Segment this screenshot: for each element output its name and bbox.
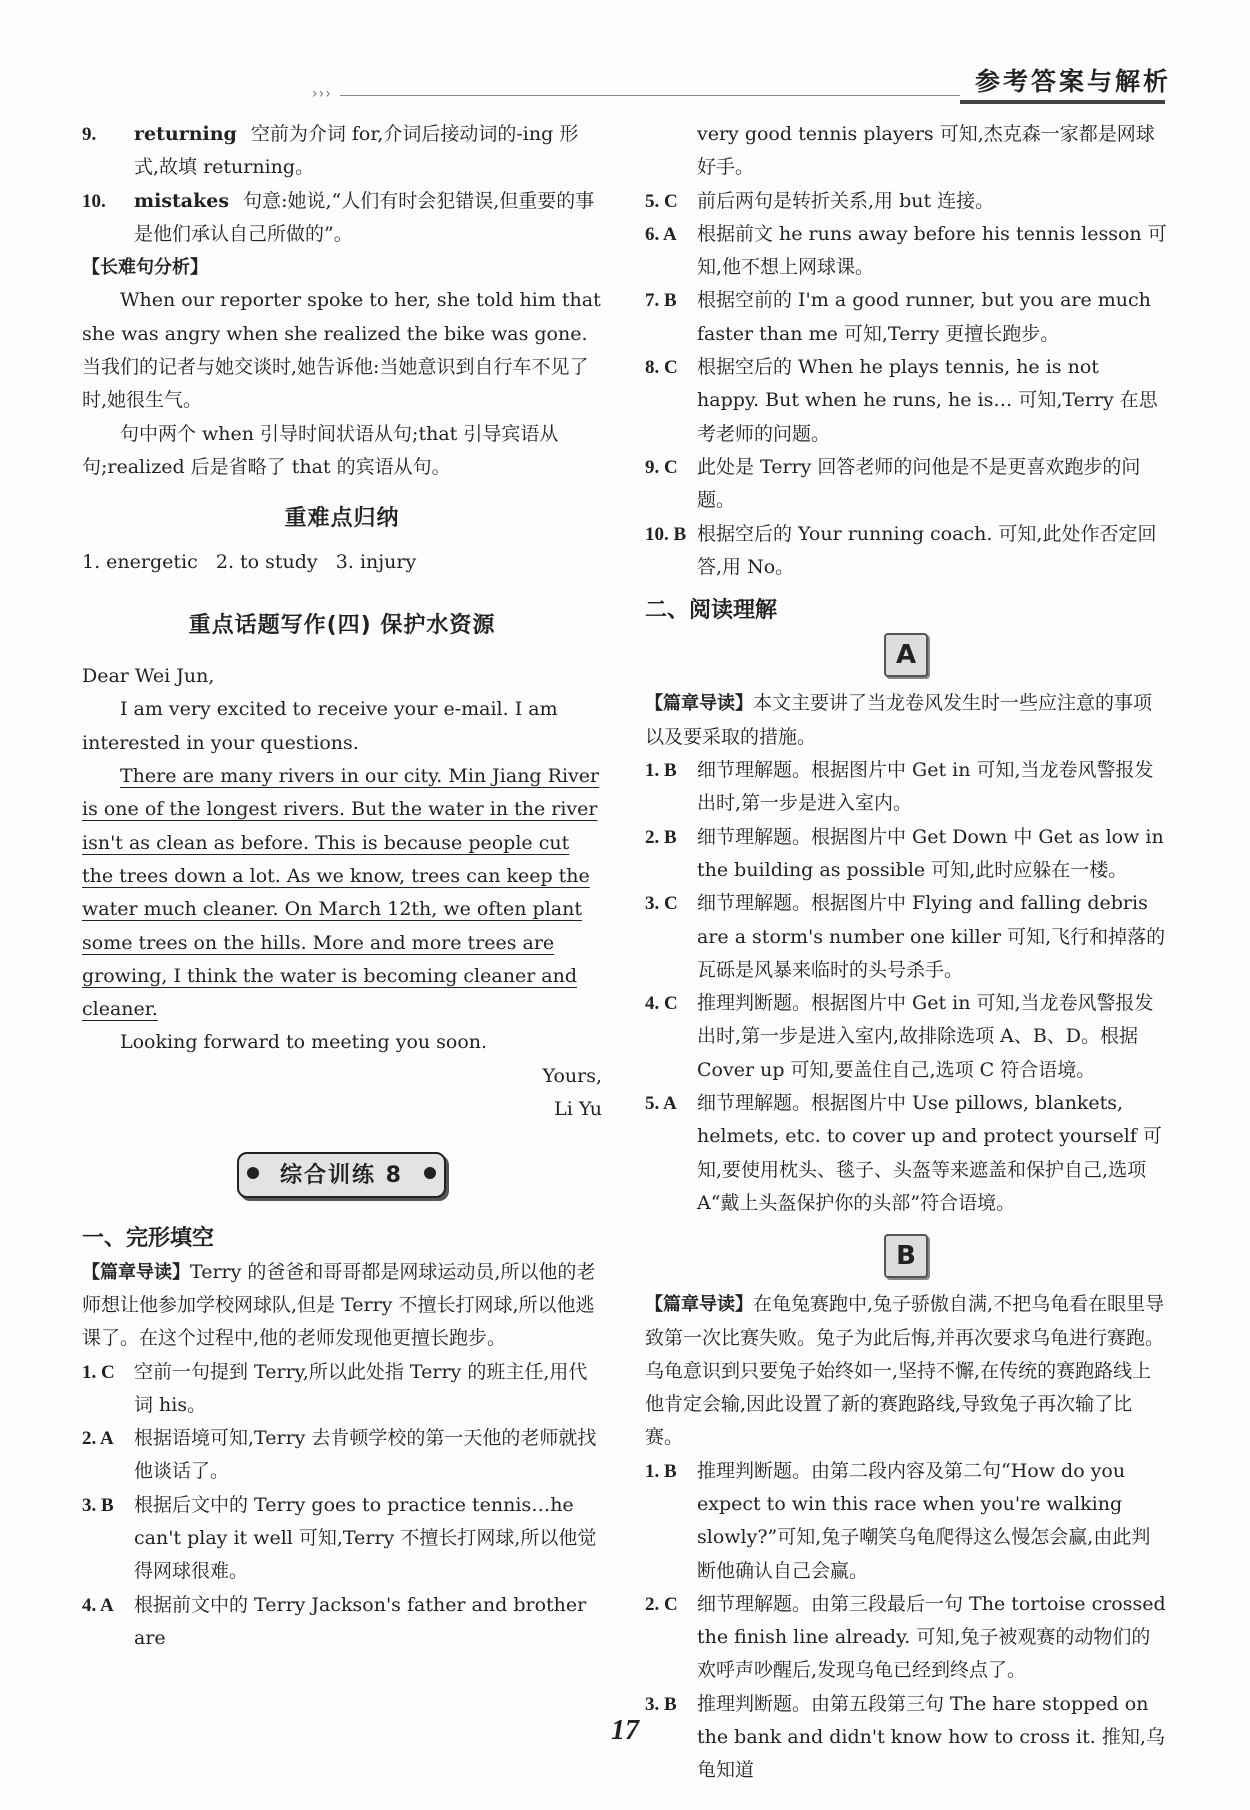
right-column — [645, 118, 1167, 1788]
answer-explanation: 推理判断题。由第二段内容及第二句“How do you expect to win this race when you're walking slowly?”可知,兔子嘲笑乌龟爬得这么慢怎会赢,由此判断他确认自己会赢。 — [697, 1459, 1151, 1582]
lead-label: 【篇章导读】 — [82, 1261, 190, 1283]
answer-explanation: 根据空后的 When he plays tennis, he is not happy. But when he runs, he is… 可知,Terry 在思考老师的问题。 — [697, 356, 1158, 445]
bullet-dot-icon — [247, 1167, 259, 1179]
answer-explanation: 根据前文中的 Terry Jackson's father and brother are — [134, 1593, 587, 1649]
passage-a-badge: A — [884, 633, 928, 677]
answer-explanation: 空前为介词 for,介词后接动词的-ing 形式,故填 returning。 — [134, 123, 579, 179]
answer-item — [645, 821, 1167, 888]
answer-explanation: 此处是 Terry 回答老师的问他是不是更喜欢跑步的问题。 — [697, 455, 1141, 512]
answer-explanation: 空前一句提到 Terry,所以此处指 Terry 的班主任,用代词 his。 — [134, 1360, 588, 1416]
training-title: 综合训练 8 — [280, 1162, 403, 1188]
item-number: 7. B — [645, 290, 677, 312]
reading-title: 二、阅读理解 — [645, 598, 778, 624]
item-number: 4. C — [645, 993, 678, 1015]
answer-keyword: mistakes — [134, 189, 230, 212]
item-number: 2. C — [645, 1593, 678, 1615]
answer-item — [645, 1087, 1167, 1220]
answer-item — [82, 1489, 602, 1589]
answer-explanation: 根据后文中的 Terry goes to practice tennis…he can't play it well 可知,Terry 不擅长打网球,所以他觉得网球很难。 — [134, 1493, 597, 1583]
answer-item — [82, 185, 602, 252]
left-column — [82, 118, 602, 1655]
answer-explanation: 推理判断题。根据图片中 Get in 可知,当龙卷风警报发出时,第一步是进入室内,故排除选项 A、B、D。根据 Cover up 可知,要盖住自己,选项 C 符合语境。 — [697, 992, 1154, 1081]
underlined-text: There are many rivers in our city. Min Jiang River is one of the longest rivers. But the water in the river isn't as clean as before. This is because people cut the trees down a lot. As we know, trees can keep the water much cleaner. On March 12th, we often plant some trees on the hills. More and more trees are growing, I think the water is becoming cleaner and cleaner. — [82, 765, 600, 1021]
answer-item — [645, 284, 1167, 351]
writing-title: 重点话题写作(四) 保护水资源 — [188, 612, 496, 638]
training-title-box — [237, 1152, 446, 1198]
letter-greeting: Dear Wei Jun, — [82, 665, 215, 688]
item-number: 9. C — [645, 456, 678, 478]
answer-explanation: 根据空前的 I'm a good runner, but you are much faster than me 可知,Terry 更擅长跑步。 — [697, 289, 1151, 345]
item-number: 2. B — [645, 826, 677, 848]
lead-label: 【篇章导读】 — [645, 693, 753, 715]
item-number: 5. C — [645, 190, 678, 212]
header-bar — [960, 100, 1165, 104]
lead-text: 在龟兔赛跑中,兔子骄傲自满,不把乌龟看在眼里导致第一次比赛失败。兔子为此后悔,并再次要求乌龟进行赛跑。乌龟意识到只要兔子始终如一,坚持不懈,在传统的赛跑路线上他肯定会输,因此设置了新的赛跑路线,导致兔子再次输了比赛。 — [645, 1293, 1165, 1449]
letter-closing: Yours, — [542, 1064, 602, 1087]
answer-item — [645, 754, 1167, 821]
passage-b-badge: B — [884, 1234, 928, 1278]
header-title: 参考答案与解析 — [975, 67, 1172, 96]
answer-item — [645, 451, 1167, 518]
key-points-title: 重难点归纳 — [284, 506, 400, 532]
answer-explanation: 细节理解题。根据图片中 Use pillows, blankets, helmets, etc. to cover up and protect yourself 可知,要使用枕头、毯子、头盔等来遮盖和保护自己,选项 A“戴上头盔保护你的头部”符合语境。 — [697, 1092, 1162, 1214]
answer-explanation: 细节理解题。根据图片中 Get in 可知,当龙卷风警报发出时,第一步是进入室内。 — [697, 759, 1154, 815]
cloze-title: 一、完形填空 — [82, 1226, 215, 1252]
item-number: 10. — [82, 190, 106, 212]
answer-keyword: returning — [134, 123, 237, 145]
answer-item — [645, 887, 1167, 987]
answer-item — [645, 351, 1167, 451]
letter-paragraph — [82, 760, 602, 1026]
answer-item — [645, 987, 1167, 1087]
answer-item — [645, 218, 1167, 285]
long-sentence-paragraph: When our reporter spoke to her, she told him that she was angry when she realized the bike was gone. 当我们的记者与她交谈时,她告诉他:当她意识到自行车不见了时,她很生气。 — [82, 289, 601, 412]
item-number: 1. C — [82, 1361, 115, 1383]
cloze-lead — [82, 1256, 602, 1356]
answer-item — [645, 185, 1167, 218]
item-number: 10. B — [645, 523, 687, 545]
item-number: 5. A — [645, 1093, 677, 1115]
answer-item — [82, 118, 602, 185]
answer-explanation: 根据前文 he runs away before his tennis lesson 可知,他不想上网球课。 — [697, 222, 1167, 279]
page-number: 17 — [611, 1715, 639, 1746]
lead-text: 本文主要讲了当龙卷风发生时一些应注意的事项以及要采取的措施。 — [645, 692, 1153, 748]
item-number: 2. A — [82, 1428, 114, 1450]
item-number: 1. B — [645, 1460, 677, 1482]
item-number: 3. B — [645, 1693, 677, 1715]
header-arrows: ››› — [312, 86, 332, 102]
lead-text: Terry 的爸爸和哥哥都是网球运动员,所以他的老师想让他参加学校网球队,但是 Terry 不擅长打网球,所以他逃课了。在这个过程中,他的老师发现他更擅长跑步。 — [82, 1260, 596, 1350]
answer-explanation: 句意:她说,“人们有时会犯错误,但重要的事是他们承认自己所做的”。 — [134, 189, 595, 245]
passage-b-lead — [645, 1288, 1167, 1454]
item-number: 3. B — [82, 1494, 114, 1516]
answer-explanation: 根据空后的 Your running coach. 可知,此处作否定回答,用 No。 — [697, 522, 1157, 578]
item-number: 8. C — [645, 357, 678, 379]
answer-explanation: 细节理解题。根据图片中 Get Down 中 Get as low in the building as possible 可知,此时应躲在一楼。 — [697, 825, 1164, 881]
answer-explanation: 根据语境可知,Terry 去肯顿学校的第一天他的老师就找他谈话了。 — [134, 1427, 597, 1483]
lead-label: 【篇章导读】 — [645, 1294, 753, 1316]
key-points: 1. energetic 2. to study 3. injury — [82, 550, 417, 573]
passage-a-lead — [645, 687, 1167, 754]
answer-explanation: 前后两句是转折关系,用 but 连接。 — [697, 189, 995, 212]
answer-explanation: 细节理解题。由第三段最后一句 The tortoise crossed the finish line already. 可知,兔子被观赛的动物们的欢呼声吵醒后,发现乌龟已经到终点了。 — [697, 1592, 1166, 1682]
training-banner — [82, 1142, 602, 1212]
answer-explanation: very good tennis players 可知,杰克森一家都是网球好手。 — [697, 123, 1155, 179]
item-number: 3. C — [645, 893, 678, 915]
long-sentence-label: 【长难句分析】 — [82, 257, 208, 279]
bullet-dot-icon — [424, 1167, 436, 1179]
answer-item — [645, 1588, 1167, 1688]
answer-item — [645, 1455, 1167, 1588]
item-number: 9. — [82, 124, 97, 145]
answer-item — [645, 518, 1167, 585]
answer-explanation: 细节理解题。根据图片中 Flying and falling debris are a storm's number one killer 可知,飞行和掉落的瓦砾是风暴来临时的头号杀手。 — [697, 892, 1166, 981]
answer-item-continued — [645, 118, 1167, 185]
item-number: 6. A — [645, 223, 677, 245]
letter-signature: Li Yu — [554, 1098, 602, 1121]
letter-paragraph: Looking forward to meeting you soon. — [120, 1031, 488, 1054]
item-number: 1. B — [645, 760, 677, 782]
letter-paragraph: I am very excited to receive your e-mail. I am interested in your questions. — [82, 698, 558, 754]
answer-explanation: 推理判断题。由第五段第三句 The hare stopped on the bank and didn't know how to cross it. 推知,乌龟知道 — [697, 1692, 1165, 1782]
answer-item — [82, 1422, 602, 1489]
answer-item — [82, 1356, 602, 1423]
header-rule — [340, 95, 960, 96]
answer-item — [82, 1589, 602, 1656]
item-number: 4. A — [82, 1594, 114, 1616]
long-sentence-paragraph: 句中两个 when 引导时间状语从句;that 引导宾语从句;realized 后是省略了 that 的宾语从句。 — [82, 422, 559, 478]
